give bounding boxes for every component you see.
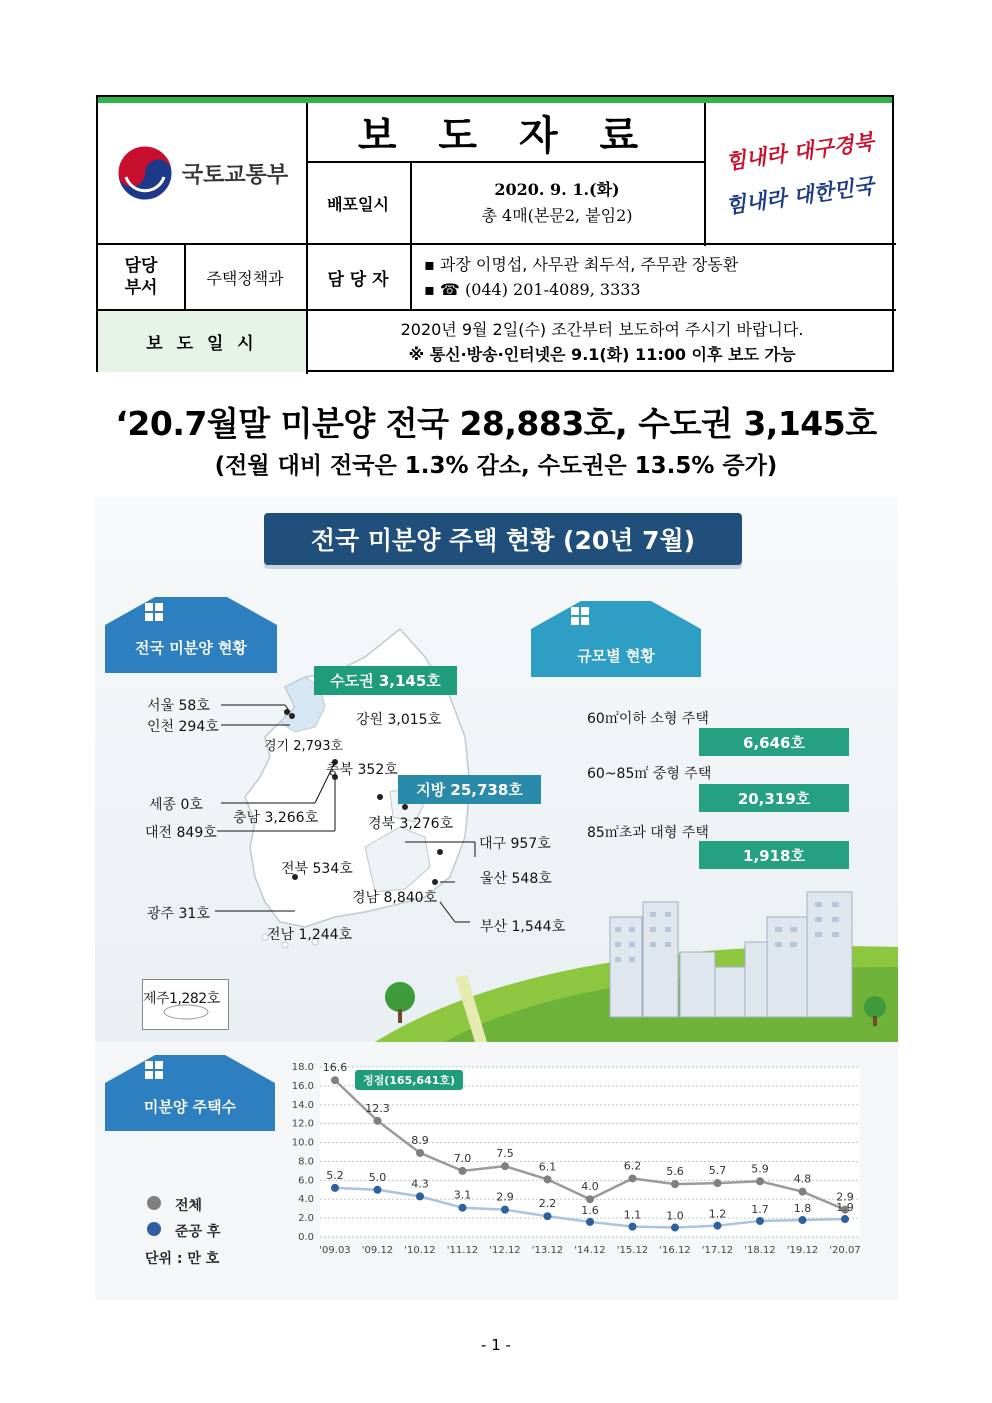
data-point — [586, 1218, 594, 1226]
region-jeonbuk: 전북 534호 — [281, 861, 353, 877]
data-point — [629, 1174, 637, 1182]
contact-label: 담 당 자 — [327, 269, 389, 290]
nationwide-status-label: 전국 미분양 현황 — [135, 639, 247, 657]
region-seoul: 서울 58호 — [147, 698, 210, 714]
house-icon — [105, 1055, 275, 1131]
data-label: 2.9 — [836, 1190, 854, 1204]
pages-info: 총 4매(본문2, 붙임2) — [481, 206, 633, 225]
data-point — [629, 1223, 637, 1231]
press-release-header — [96, 95, 894, 372]
data-point — [756, 1177, 764, 1185]
legend-completed-label: 준공 후 — [175, 1224, 221, 1240]
distribution-label: 배포일시 — [327, 194, 389, 214]
slogan-line-2: 힘내라 대한민국 — [724, 172, 876, 219]
data-label: 16.6 — [322, 1061, 348, 1075]
taegeuk-emblem-icon — [116, 144, 174, 202]
x-tick-label: '13.12 — [531, 1245, 564, 1256]
data-label: 1.2 — [708, 1207, 727, 1221]
data-point — [756, 1217, 764, 1225]
data-point — [374, 1186, 382, 1194]
x-tick-label: '19.12 — [786, 1245, 819, 1256]
data-point — [841, 1215, 849, 1223]
size-small-value: 6,646호 — [699, 728, 849, 756]
data-point — [374, 1117, 382, 1125]
region-chungbuk: 충북 352호 — [326, 762, 398, 778]
banner-text: 전국 미분양 주택 현황 (20년 7월) — [310, 526, 696, 555]
data-point — [331, 1076, 339, 1084]
size-large-label: 85㎡초과 대형 주택 — [587, 825, 709, 841]
region-jeju: 제주1,282호 — [143, 991, 220, 1007]
region-busan: 부산 1,544호 — [480, 919, 566, 935]
ministry-name: 국토교통부 — [181, 162, 289, 188]
y-tick-label: 2.0 — [298, 1213, 314, 1225]
x-tick-label: '20.07 — [829, 1245, 861, 1256]
region-gyeonggi: 경기 2,793호 — [264, 739, 344, 754]
contact-info — [410, 245, 896, 309]
embargo-line-2: ※ 통신·방송·인터넷은 9.1(화) 11:00 이후 보도 가능 — [408, 344, 796, 364]
x-tick-label: '18.12 — [744, 1245, 776, 1256]
data-point — [586, 1195, 594, 1203]
infographic — [95, 497, 898, 1300]
x-tick-label: '09.03 — [319, 1245, 351, 1256]
contact-names: ▪ 과장 이명섭, 사무관 최두석, 주무관 장동환 — [424, 255, 739, 274]
leader-lines — [95, 497, 898, 1042]
data-point — [331, 1184, 339, 1192]
y-tick-label: 6.0 — [298, 1175, 314, 1187]
data-point — [799, 1188, 807, 1196]
data-point — [501, 1162, 509, 1170]
data-point — [544, 1212, 552, 1220]
y-tick-label: 16.0 — [291, 1080, 314, 1092]
x-tick-label: '15.12 — [616, 1245, 649, 1256]
embargo-info — [308, 311, 896, 372]
y-tick-label: 18.0 — [291, 1062, 314, 1073]
y-tick-label: 12.0 — [291, 1118, 314, 1130]
data-label: 6.1 — [538, 1160, 557, 1174]
data-label: 4.0 — [581, 1180, 599, 1194]
data-label: 6.2 — [623, 1159, 642, 1173]
ministry-logo — [98, 103, 306, 243]
distribution-info — [410, 161, 704, 245]
y-tick-label: 10.0 — [291, 1137, 314, 1149]
distribution-date: 2020. 9. 1.(화) — [494, 180, 620, 199]
data-label: 1.1 — [623, 1208, 642, 1222]
data-label: 3.1 — [453, 1188, 472, 1202]
page-number: - 1 - — [481, 1336, 511, 1354]
data-point — [671, 1224, 679, 1232]
region-jeonnam: 전남 1,244호 — [267, 927, 353, 943]
region-gangwon: 강원 3,015호 — [356, 712, 442, 728]
x-tick-label: '09.12 — [361, 1245, 394, 1256]
legend-total-marker — [147, 1196, 161, 1210]
data-point — [799, 1216, 807, 1224]
size-small-label: 60㎡이하 소형 주택 — [587, 711, 709, 727]
contact-phone: ▪ ☎ (044) 201-4089, 3333 — [424, 280, 641, 299]
x-tick-label: '14.12 — [574, 1245, 606, 1256]
region-ulsan: 울산 548호 — [480, 871, 552, 887]
size-status-label: 규모별 현황 — [577, 647, 655, 665]
data-point — [416, 1192, 424, 1200]
legend-completed-marker — [147, 1222, 161, 1236]
main-headline: ‘20.7월말 미분양 전국 28,883호, 수도권 3,145호 — [115, 404, 877, 443]
size-medium-value: 20,319호 — [699, 784, 849, 812]
region-daegu: 대구 957호 — [479, 836, 551, 852]
data-label: 4.8 — [793, 1172, 812, 1186]
data-label: 7.0 — [453, 1151, 472, 1165]
peak-callout: 정점(165,641호) — [355, 1070, 463, 1090]
data-label: 7.5 — [496, 1147, 514, 1161]
y-tick-label: 8.0 — [298, 1156, 314, 1168]
data-label: 12.3 — [365, 1101, 390, 1115]
capital-area-box: 수도권 3,145호 — [314, 666, 457, 695]
data-point — [714, 1179, 722, 1187]
data-label: 1.9 — [836, 1201, 854, 1215]
region-sejong: 세종 0호 — [149, 797, 203, 813]
data-label: 1.6 — [581, 1203, 599, 1217]
data-label: 5.9 — [751, 1162, 769, 1176]
data-label: 1.8 — [793, 1202, 812, 1215]
legend-total-label: 전체 — [175, 1198, 203, 1214]
data-label: 1.7 — [751, 1202, 769, 1216]
data-label: 1.0 — [666, 1209, 684, 1223]
region-gwangju: 광주 31호 — [147, 906, 210, 922]
size-large-value: 1,918호 — [699, 841, 849, 869]
size-medium-label: 60~85㎡ 중형 주택 — [587, 766, 712, 782]
data-label: 5.7 — [708, 1164, 727, 1178]
data-label: 8.9 — [411, 1133, 429, 1147]
legend-unit: 단위 : 만 호 — [145, 1251, 220, 1267]
data-label: 5.2 — [326, 1168, 344, 1182]
sub-headline: (전월 대비 전국은 1.3% 감소, 수도권은 13.5% 증가) — [214, 453, 778, 479]
data-point — [671, 1180, 679, 1188]
local-area-box: 지방 25,738호 — [398, 775, 541, 804]
data-point — [501, 1206, 509, 1214]
legend-markers — [145, 1194, 165, 1246]
data-label: 5.6 — [666, 1165, 684, 1179]
data-point — [459, 1167, 467, 1175]
region-chungnam: 충남 3,266호 — [233, 810, 319, 826]
data-label: 5.0 — [368, 1170, 387, 1184]
count-status-label: 미분양 주택수 — [143, 1098, 237, 1116]
data-point — [416, 1149, 424, 1157]
embargo-line-1: 2020년 9월 2일(수) 조간부터 보도하여 주시기 바랍니다. — [400, 319, 804, 339]
dept-value: 주택정책과 — [206, 268, 284, 288]
data-label: 2.9 — [496, 1190, 514, 1204]
region-gyeongnam: 경남 8,840호 — [352, 890, 438, 906]
x-tick-label: '17.12 — [701, 1245, 734, 1256]
data-label: 4.3 — [411, 1177, 429, 1191]
x-tick-label: '11.12 — [446, 1245, 479, 1256]
x-tick-label: '10.12 — [404, 1245, 436, 1256]
doc-type-title: 보 도 자 료 — [357, 111, 653, 159]
x-tick-label: '12.12 — [489, 1245, 521, 1256]
data-point — [714, 1222, 722, 1230]
y-tick-label: 0.0 — [298, 1232, 314, 1243]
slogan — [704, 103, 896, 243]
dept-label: 담당 부서 — [124, 256, 158, 298]
region-incheon: 인천 294호 — [147, 719, 219, 735]
data-point — [459, 1204, 467, 1212]
data-label: 2.2 — [538, 1197, 557, 1211]
y-tick-label: 14.0 — [291, 1099, 314, 1111]
embargo-label: 보 도 일 시 — [98, 311, 306, 372]
x-tick-label: '16.12 — [659, 1245, 691, 1256]
y-tick-label: 4.0 — [298, 1194, 314, 1206]
slogan-line-1: 힘내라 대구경북 — [724, 128, 876, 175]
region-daejeon: 대전 849호 — [145, 825, 217, 841]
region-gyeongbuk: 경북 3,276호 — [368, 816, 454, 832]
data-point — [544, 1175, 552, 1183]
